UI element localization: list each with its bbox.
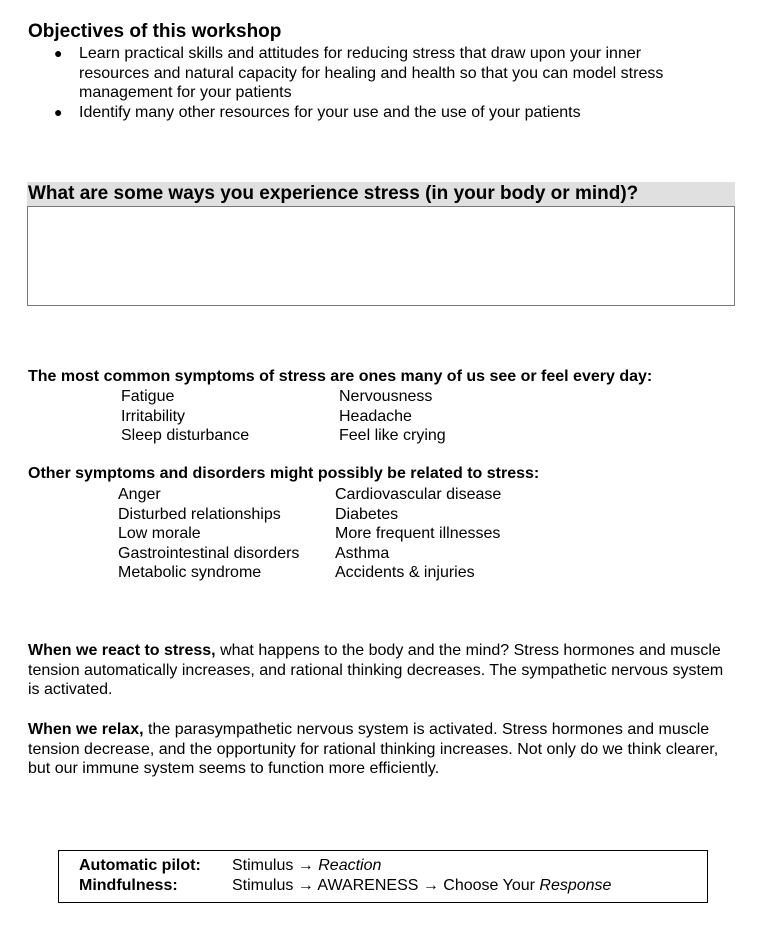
other-symptoms-heading: Other symptoms and disorders might possibly be related to stress: [28,465,540,482]
answer-box[interactable] [27,206,735,306]
list-item: Feel like crying [339,427,446,444]
list-item: Nervousness [339,388,433,405]
relax-text: the parasympathetic nervous system is activated. Stress hormones and muscle tension decrease, and the opportunity for rational thinking increases. Not only do we think clearer, but our immune system seems to function more efficiently. [28,721,719,778]
other-symptoms-col2 [335,485,501,583]
list-item: Irritability [121,407,186,425]
common-symptoms-heading: The most common symptoms of stress are ones many of us see or feel every day: [28,368,653,385]
mindfulness-label: Mindfulness: [79,877,178,894]
list-item: Anger [118,486,161,503]
mindfulness-value [232,877,611,895]
list-item: Fatigue [121,388,175,405]
objective-text: Identify many other resources for your use and the use of your patients [79,103,581,121]
other-symptoms-col1 [118,485,299,583]
question-heading: What are some ways you experience stress (in your body or mind)? [27,182,735,206]
list-item: Low morale [118,525,201,542]
list-item: Cardiovascular disease [335,486,502,503]
list-item: Disturbed relationships [118,505,281,523]
react-lead: When we react to stress, [28,642,216,659]
bullet-icon: ● [54,103,63,120]
mindfulness-prefix: Stimulus → AWARENESS → Choose Your [232,877,540,894]
mindfulness-box [58,850,708,903]
autopilot-stimulus: Stimulus → [232,857,319,874]
list-item: More frequent illnesses [335,525,501,542]
list-item: Headache [339,407,412,425]
list-item: Sleep disturbance [121,427,250,444]
mindfulness-response: Response [539,877,612,894]
objective-text: Learn practical skills and attitudes for reducing stress that draw upon your inner resources and natural capacity for healing and health so that you can model stress management for your patients [79,45,664,101]
list-item [52,44,712,103]
list-item: Metabolic syndrome [118,564,262,581]
autopilot-label: Automatic pilot: [79,857,201,874]
common-symptoms-col2 [339,387,446,446]
list-item: Diabetes [335,505,399,523]
common-symptoms-col1 [121,387,249,446]
autopilot-value [232,857,381,875]
relax-lead: When we relax, [28,721,144,738]
autopilot-reaction: Reaction [318,857,382,874]
relax-paragraph [28,720,728,779]
objectives-list [52,44,712,122]
bullet-icon: ● [54,45,63,61]
react-text: what happens to the body and the mind? Stress hormones and muscle tension automatically increases, and rational thinking decreases. The sympathetic nervous system is activated. [28,642,724,699]
list-item [52,103,712,123]
react-paragraph [28,641,728,700]
objectives-title: Objectives of this workshop [28,21,282,42]
list-item: Gastrointestinal disorders [118,544,300,562]
list-item: Accidents & injuries [335,564,475,581]
list-item: Asthma [335,544,390,562]
